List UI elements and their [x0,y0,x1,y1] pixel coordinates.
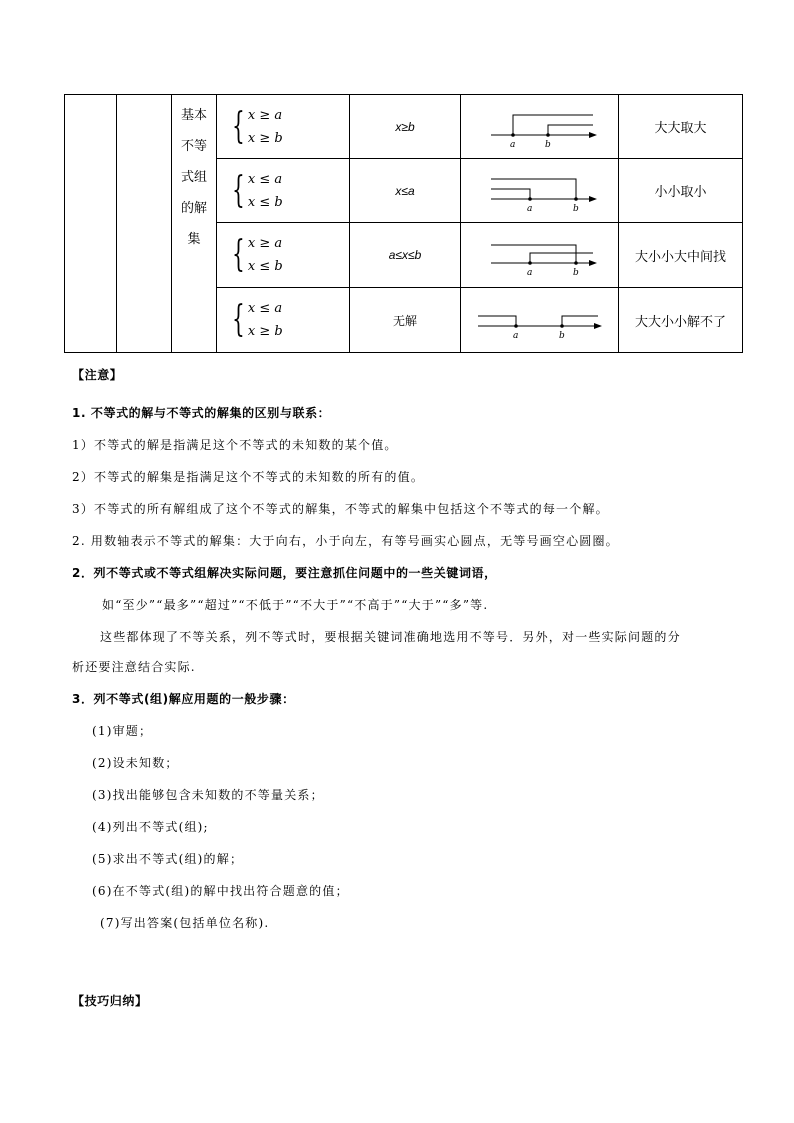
step-5: (5)求出不等式(组)的解； [92,852,244,866]
point-label-a: a [526,268,532,278]
left-brace-icon: { [232,169,245,211]
number-line-diagram [475,167,605,215]
system-line: x ≥ a [247,107,283,123]
item1-3: 3）不等式的所有解组成了这个不等式的解集，不等式的解集中包括这个不等式的每一个解。 [72,502,609,516]
solution-cell: x≥b [350,95,461,159]
table-row [65,95,743,159]
inequality-solution-table [64,94,743,353]
number-line-cell [461,223,619,288]
rule-cell: 小小取小 [619,159,743,223]
point-label-a: a [509,139,515,150]
skills-heading: 【技巧归纳】 [72,994,148,1008]
system-cell [217,223,350,288]
number-line-cell [461,95,619,159]
step-4: (4)列出不等式(组); [92,820,209,834]
arrow-icon [594,323,602,329]
rule-cell: 大大取大 [619,95,743,159]
group-label-line: 不等 [180,138,207,153]
arrow-icon [589,260,597,266]
system-line: x ≤ b [247,259,283,274]
category-cell [65,95,117,353]
arrow-icon [589,196,597,202]
system-line: x ≥ b [247,130,283,146]
system-line: x ≤ b [247,194,283,210]
solution-cell: x≤a [350,159,461,223]
system-line: x ≤ a [247,301,283,316]
system-cell [217,288,350,353]
solution-cell: a≤x≤b [350,223,461,288]
point-label-a: a [526,203,532,214]
rule-cell: 大大小小解不了 [619,288,743,353]
point-label-b: b [572,203,579,214]
group-label-line: 式组 [180,169,207,184]
arrow-icon [589,132,597,138]
subcategory-cell [117,95,172,353]
notes-heading: 【注意】 [72,368,123,382]
item3-title: 3．列不等式(组)解应用题的一般步骤： [72,692,295,706]
step-7: (7)写出答案(包括单位名称). [100,916,270,930]
item2-2: 这些都体现了不等关系，列不等式时，要根据关键词准确地选用不等号．另外，对一些实际问题的分 [100,630,681,644]
number-line-cell [461,159,619,223]
group-label-line: 基本 [180,107,207,122]
system-line: x ≥ b [247,324,283,339]
solution-cell: 无解 [350,288,461,353]
left-brace-icon: { [232,105,245,147]
item2-title: 2．列不等式或不等式组解决实际问题，要注意抓住问题中的一些关键词语， [72,566,497,580]
rule-cell: 大小小大中间找 [619,223,743,288]
system-cell [217,95,350,159]
step-3: (3)找出能够包含未知数的不等量关系； [92,788,324,802]
point-label-b: b [558,331,565,341]
left-brace-icon: { [232,299,245,340]
system-line: x ≥ a [247,236,283,251]
step-2: (2)设未知数； [92,756,179,770]
group-label [172,95,217,353]
number-line-diagram [470,296,610,344]
point-label-b: b [572,268,579,278]
item2-3: 析还要注意结合实际. [72,660,196,674]
number-line-diagram [475,103,605,151]
system-line: x ≤ a [247,171,283,187]
item1-4: 2. 用数轴表示不等式的解集：大于向右，小于向左，有等号画实心圆点，无等号画空心圆圈。 [72,534,619,548]
group-label-line: 的解 [180,200,207,215]
item1-title: 1. 不等式的解与不等式的解集的区别与联系： [72,406,331,420]
item2-1: 如“至少”“最多”“超过”“不低于”“不大于”“不高于”“大于”“多”等. [102,598,489,612]
group-label-line: 集 [187,231,201,246]
item1-1: 1）不等式的解是指满足这个不等式的未知数的某个值。 [72,438,398,452]
system-cell [217,159,350,223]
step-6: (6)在不等式(组)的解中找出符合题意的值； [92,884,349,898]
step-1: (1)审题； [92,724,153,738]
left-brace-icon: { [232,234,245,275]
point-label-a: a [512,331,518,341]
point-label-b: b [544,139,551,150]
number-line-diagram [475,231,605,279]
number-line-cell [461,288,619,353]
item1-2: 2）不等式的解集是指满足这个不等式的未知数的所有的值。 [72,470,425,484]
